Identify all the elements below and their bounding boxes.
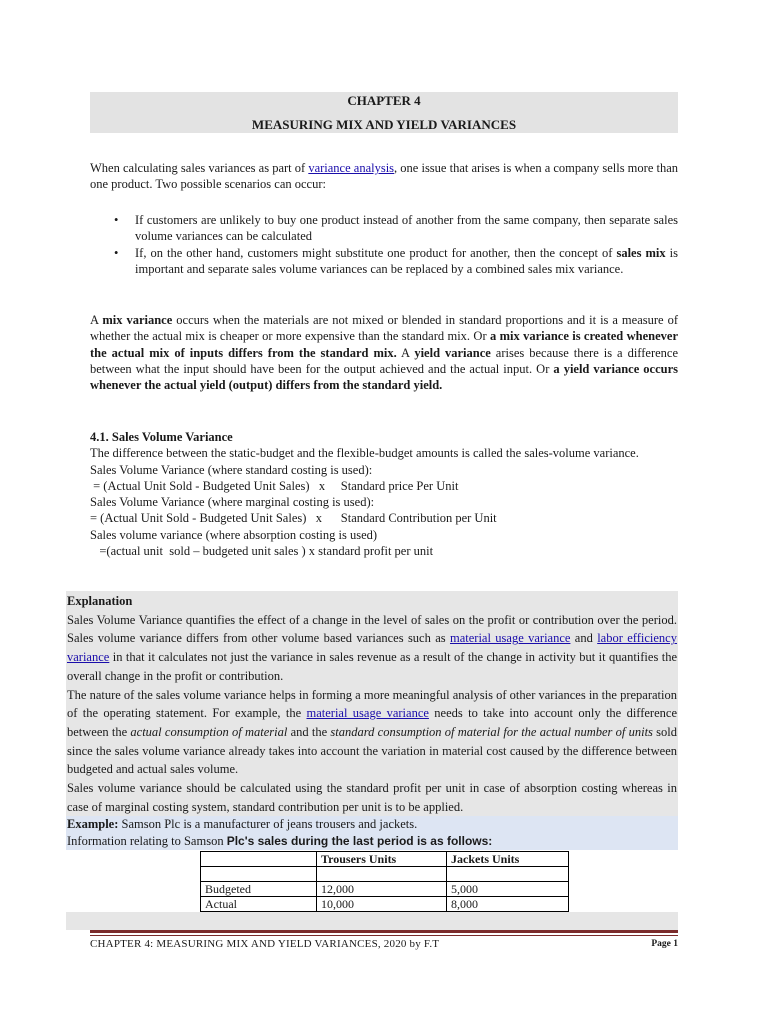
absorption-costing-label: Sales volume variance (where absorption costing is used) — [90, 527, 378, 542]
text: in that it calculates not just the variance in sales revenue as a result of the change in activity but it quantifies the overall change in the profit or contribution. — [67, 650, 677, 683]
text: and — [570, 631, 598, 646]
list-item-text: If, on the other hand, customers might substitute one product for another, then the concept of — [135, 245, 617, 260]
marginal-costing-formula: = (Actual Unit Sold - Budgeted Unit Sales) x Standard Contribution per Unit — [90, 511, 497, 526]
absorption-costing-formula: =(actual unit sold – budgeted unit sales ) x standard profit per unit — [90, 544, 434, 559]
table-cell — [201, 867, 317, 882]
yield-variance-term: yield variance — [414, 345, 491, 360]
bullet-icon: • — [114, 213, 119, 227]
example-info-bold: Plc's sales during the last period is as follows: — [226, 834, 493, 848]
text: Information relating to Samson — [67, 834, 227, 848]
table-cell: Actual — [201, 897, 317, 912]
footer-divider — [90, 930, 678, 933]
table-cell — [447, 867, 569, 882]
mix-variance-definition: a mix variance is created whenever the actual mix of inputs differs from the standard mix. — [90, 329, 678, 360]
table-header-cell — [201, 852, 317, 867]
table-cell: 10,000 — [317, 897, 447, 912]
bullet-icon: • — [114, 245, 119, 260]
explanation-block — [67, 592, 677, 816]
scenario-list — [90, 212, 678, 277]
page-number: Page 1 — [651, 939, 678, 949]
standard-costing-formula: = (Actual Unit Sold - Budgeted Unit Sales) x Standard price Per Unit — [90, 478, 459, 493]
table-cell: 5,000 — [447, 882, 569, 897]
table-footer-background — [66, 912, 678, 930]
italic-text: actual consumption of material — [130, 724, 288, 739]
intro-text-cont: , one issue that arises is when a company sells more than one product. Two possible scenarios can occur: — [90, 161, 679, 192]
footer-divider-thin — [90, 935, 678, 936]
table-row — [201, 897, 569, 912]
list-item — [90, 212, 678, 245]
table-row — [201, 867, 569, 882]
yield-variance-definition: a yield variance occurs whenever the actual yield (output) differs from the standard yield. — [90, 361, 678, 393]
text: and the — [287, 724, 331, 739]
table-cell: 8,000 — [447, 897, 569, 912]
list-item-text: If customers are unlikely to buy one product instead of another from the same company, then separate sales volume variances can be calculated — [135, 213, 678, 244]
text: sold since the sales volume variance already takes into account the variation in material cost caused by the difference between budgeted and actual sales volume. — [67, 724, 677, 777]
marginal-costing-label: Sales Volume Variance (where marginal costing is used): — [90, 495, 375, 510]
table-header-cell: Trousers Units — [317, 852, 447, 867]
chapter-number: CHAPTER 4 — [347, 93, 421, 108]
sales-volume-section — [90, 429, 678, 559]
labor-efficiency-variance-link[interactable]: labor efficiency variance — [67, 631, 677, 665]
italic-text: standard consumption of material for the actual number of units — [330, 724, 653, 739]
intro-paragraph — [90, 160, 678, 193]
explanation-paragraph-1 — [67, 611, 677, 686]
table-cell: 12,000 — [317, 882, 447, 897]
table-header-cell: Jackets Units — [447, 852, 569, 867]
table-cell — [317, 867, 447, 882]
text: arises because there is a difference between what the input should have been for the output achieved and the actual input. Or — [90, 345, 679, 376]
material-usage-variance-link-2[interactable]: material usage variance — [306, 706, 429, 721]
text: occurs when the materials are not mixed or blended in standard proportions and it is a measure of whether the actual mix is cheaper or more expensive than the standard mix. Or — [90, 313, 678, 344]
table-row — [201, 882, 569, 897]
example-info-line — [67, 834, 492, 849]
table-header-row — [201, 852, 569, 867]
section-definition: The difference between the static-budget and the flexible-budget amounts is called the sales-volume variance. — [90, 446, 639, 461]
material-usage-variance-link[interactable]: material usage variance — [449, 631, 571, 646]
intro-text: When calculating sales variances as part of — [90, 161, 309, 175]
mix-yield-paragraph — [90, 312, 678, 393]
example-text: Samson Plc is a manufacturer of jeans trousers and jackets. — [118, 817, 418, 831]
text: Sales Volume Variance quantifies the effect of a change in the level of sales on the profit or contribution over the period. Sales volume variance differs from other volume based variances such as — [67, 612, 677, 646]
example-line — [67, 817, 417, 832]
chapter-header — [90, 92, 678, 133]
table-cell: Budgeted — [201, 882, 317, 897]
section-heading: 4.1. Sales Volume Variance — [90, 430, 233, 444]
text: needs to take into account only the difference between the — [67, 706, 677, 739]
list-item-text-cont: is important and separate sales volume variances can be replaced by a combined sales mix variance. — [135, 245, 679, 276]
text: A — [396, 345, 415, 360]
sales-table — [200, 851, 569, 912]
list-item — [90, 245, 678, 278]
text: A — [90, 313, 103, 327]
explanation-heading: Explanation — [67, 594, 133, 608]
chapter-title: MEASURING MIX AND YIELD VARIANCES — [251, 117, 517, 132]
sales-mix-term: sales mix — [616, 245, 666, 260]
variance-analysis-link[interactable]: variance analysis — [308, 161, 395, 175]
footer-title: CHAPTER 4: MEASURING MIX AND YIELD VARIANCES, 2020 by F.T — [90, 938, 440, 950]
example-label: Example: — [67, 817, 119, 831]
mix-variance-term: mix variance — [102, 313, 173, 327]
standard-costing-label: Sales Volume Variance (where standard costing is used): — [90, 462, 373, 477]
explanation-paragraph-3: Sales volume variance should be calculated using the standard profit per unit in case of absorption costing whereas in case of marginal costing system, standard contribution per unit is to be applied. — [67, 781, 677, 814]
text: The nature of the sales volume variance helps in forming a more meaningful analysis of other variances in the preparation of the operating statement. For example, the — [67, 687, 677, 721]
explanation-paragraph-2 — [67, 686, 677, 780]
